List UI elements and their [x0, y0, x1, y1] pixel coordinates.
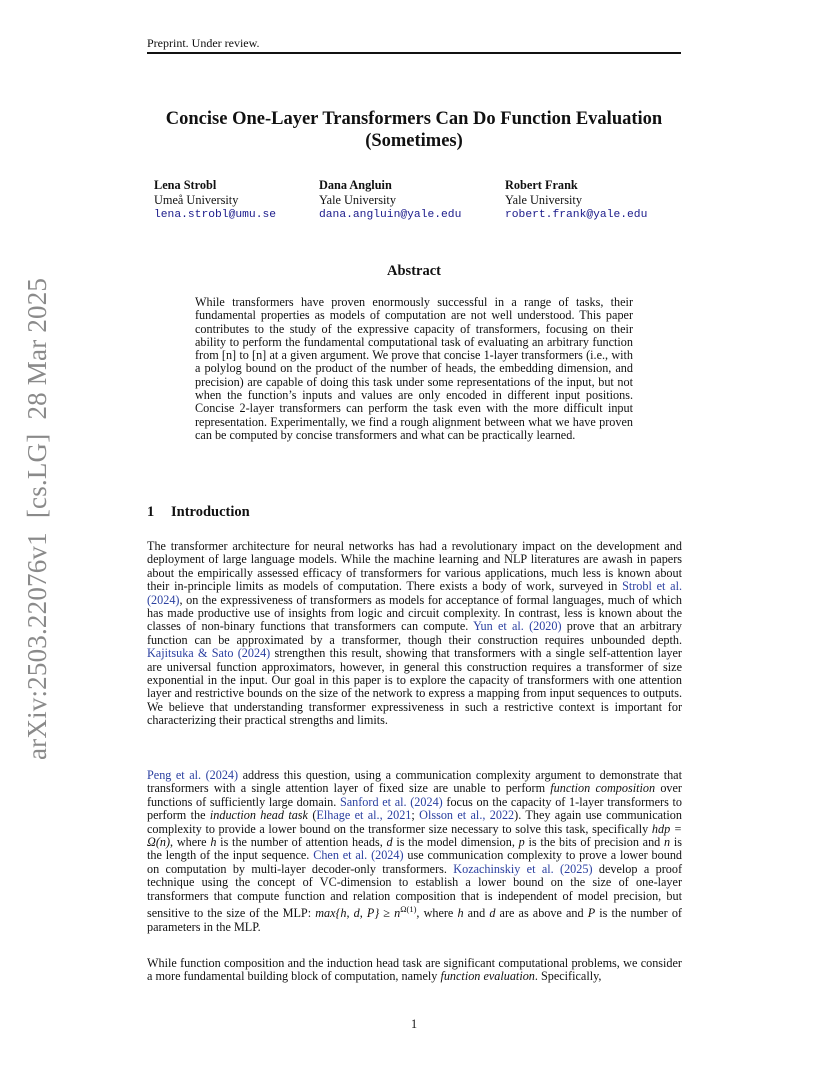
- author-affiliation: Yale University: [319, 193, 396, 207]
- math: p: [518, 835, 525, 850]
- math: d: [489, 906, 496, 921]
- citation-link[interactable]: Olsson et al., 2022: [419, 808, 515, 823]
- paragraph-2: [147, 769, 682, 934]
- title-line-2: (Sometimes): [365, 131, 463, 151]
- section-number: 1: [147, 504, 155, 520]
- author-affiliation: Umeå University: [154, 193, 239, 207]
- author-email[interactable]: lena.strobl@umu.se: [154, 209, 277, 221]
- author-email[interactable]: dana.angluin@yale.edu: [319, 209, 462, 221]
- math: max{h, d, P} ≥ n: [315, 906, 401, 921]
- math-superscript: Ω(1): [400, 904, 417, 915]
- author-block-3: [505, 178, 647, 223]
- math: d: [386, 835, 393, 850]
- abstract-text: While transformers have proven enormously successful in a range of tasks, their fundamental properties as models of computation are not well understood. This paper contributes to the study of the expressive capacity of transformers, focusing on their ability to perform the fundamental computational task of evaluating an arbitrary function from [n] to [n] at a given argument. We prove that concise 1-layer transformers (i.e., with a polylog bound on the product of the number of heads, the embedding dimension, and precision) are capable of doing this task under some representations of the input, but not when the function’s inputs and values are only encoded in different input positions. Concise 2-layer transformers can perform the task even with the more difficult input representation. Experimentally, we find a rough alignment between what we have proven can be computed by concise transformers and what can be practically learned.: [195, 295, 633, 442]
- math: hdp = Ω(n): [147, 821, 682, 850]
- text-run: While function composition and the induction head task are significant computational problems, we consider a more fundamental building block of computation, namely: [147, 956, 682, 984]
- arxiv-stamp: [22, 278, 53, 760]
- text-run: prove that an arbitrary function can be approximated by a transformer, though their construction requires unbounded depth.: [147, 619, 682, 647]
- text-run: , where: [416, 906, 458, 921]
- section-heading: [147, 504, 250, 521]
- author-name: Robert Frank: [505, 178, 578, 192]
- text-run: and: [463, 906, 490, 921]
- text-run: address this question, using a communication complexity argument to demonstrate that transformers with a single attention layer of fixed size are unable to perform: [147, 768, 682, 796]
- citation-link[interactable]: Chen et al. (2024): [313, 848, 404, 863]
- text-run: , where: [170, 835, 211, 850]
- author-affiliation: Yale University: [505, 193, 582, 207]
- citation-link[interactable]: Strobl et al. (2024): [147, 579, 683, 607]
- text-run: . Specifically,: [534, 969, 602, 984]
- math: n: [664, 835, 671, 850]
- emphasis: function composition: [550, 781, 656, 796]
- text-run: (: [307, 808, 317, 823]
- author-email[interactable]: robert.frank@yale.edu: [505, 209, 648, 221]
- author-name: Lena Strobl: [154, 178, 217, 192]
- emphasis: induction head task: [209, 808, 308, 823]
- text-run: use communication complexity to prove a lower bound on computation by multi-layer decoder-only transformers.: [147, 848, 683, 876]
- author-name: Dana Angluin: [319, 178, 392, 192]
- math: P: [587, 906, 596, 921]
- citation-link[interactable]: Peng et al. (2024): [147, 768, 239, 782]
- text-run: , on the expressiveness of transformers as models for acceptance of formal languages, much of which has made productive use of insights from logic and circuit complexity. In contrast, less is known about the classes of non-binary functions that transformers can compute.: [147, 592, 682, 634]
- header-rule: [147, 52, 681, 54]
- text-run: is the number of attention heads,: [216, 835, 387, 850]
- text-run: is the bits of precision and: [524, 835, 665, 850]
- text-run: is the length of the input sequence.: [147, 835, 682, 863]
- citation-link[interactable]: Sanford et al. (2024): [339, 794, 443, 809]
- text-run: ). They again use communication complexity to provide a lower bound on the transformer size necessary to solve this task, specifically: [147, 808, 682, 836]
- arxiv-date: 28 Mar 2025: [22, 277, 52, 420]
- abstract-heading: Abstract: [387, 263, 441, 279]
- author-block-2: [319, 178, 461, 223]
- paragraph-3: [147, 957, 682, 984]
- running-header: Preprint. Under review.: [147, 36, 260, 50]
- math: h: [210, 835, 217, 850]
- text-run: are as above and: [495, 906, 588, 921]
- citation-link[interactable]: Yun et al. (2020): [473, 619, 562, 634]
- page-number: 1: [410, 1017, 418, 1031]
- emphasis: function evaluation: [440, 969, 535, 984]
- text-run: is the number of parameters in the MLP.: [147, 906, 682, 934]
- text-run: develop a proof technique using the concept of VC-dimension to establish a lower bound on the size of one-layer transformers that compute function and relation composition that is independent of model precision, but sensitive to the size of the MLP:: [147, 861, 682, 921]
- citation-link[interactable]: Elhage et al., 2021: [316, 808, 412, 823]
- text-run: over functions of sufficiently large domain.: [147, 781, 682, 809]
- citation-link[interactable]: Kajitsuka & Sato (2024): [147, 646, 271, 661]
- title-line-1: Concise One-Layer Transformers Can Do Function Evaluation: [165, 109, 663, 129]
- section-title: Introduction: [171, 504, 250, 520]
- text-run: The transformer architecture for neural networks has had a revolutionary impact on the development and deployment of large language models. While the machine learning and NLP literatures are awash in papers about the empirically assessed efficacy of transformers for various applications, much less is known about their in-principle limits as models of computation. There exists a body of work, surveyed in: [147, 539, 682, 594]
- text-run: focus on the capacity of 1-layer transformers to perform the: [147, 794, 682, 823]
- citation-link[interactable]: Kozachinskiy et al. (2025): [453, 861, 593, 876]
- arxiv-category: [cs.LG]: [22, 433, 52, 519]
- text-run: strengthen this result, showing that transformers with a single self-attention layer are universal function approximators, however, in general this construction requires a transformer of size exponential in the input. Our goal in this paper is to explore the capacity of transformers with one attention layer and restrictive bounds on the size of the network to express a mapping from input sequences to outputs. We believe that understanding transformer expressiveness in such a restrictive context is important for characterizing their practical strengths and limits.: [147, 646, 682, 728]
- author-block-1: [154, 178, 276, 223]
- paragraph-1: [147, 540, 682, 728]
- math: h: [457, 906, 464, 921]
- text-run: ;: [411, 808, 420, 823]
- arxiv-id: arXiv:2503.22076v1: [22, 532, 52, 760]
- text-run: is the model dimension,: [392, 835, 519, 850]
- paper-title: [100, 108, 728, 152]
